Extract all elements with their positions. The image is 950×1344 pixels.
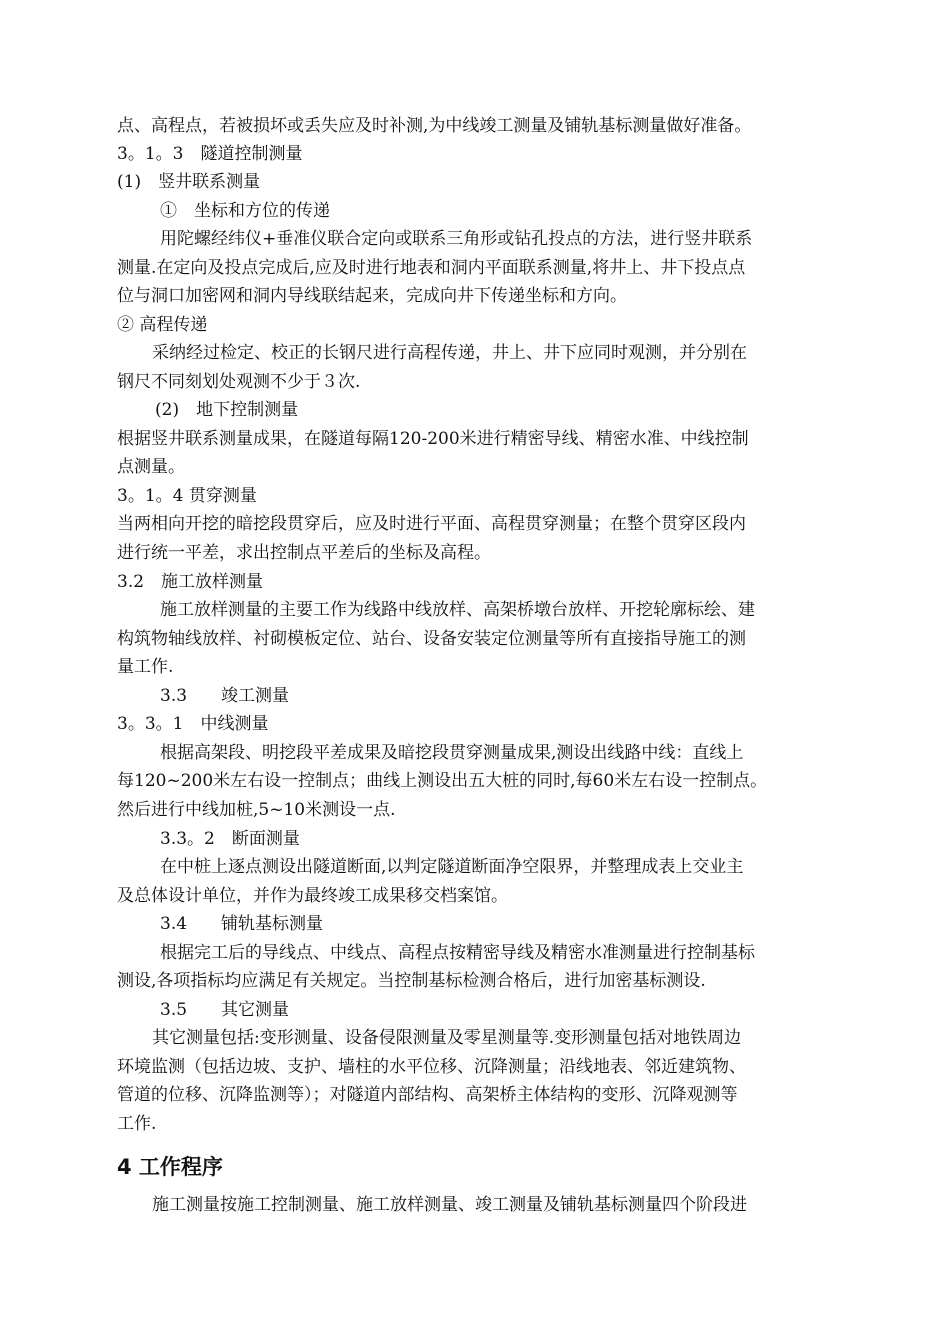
section-heading-3-1-3: 3。1。3 隧道控制测量 (117, 144, 303, 164)
paragraph-line: 位与洞口加密网和洞内导线联结起来，完成向井下传递坐标和方向。 (117, 286, 627, 306)
subsection-heading: (1) 竖井联系测量 (117, 172, 261, 192)
paragraph-line: 根据高架段、明挖段平差成果及暗挖段贯穿测量成果,测设出线路中线：直线上 (160, 743, 744, 763)
section-heading-3-3-1: 3。3。1 中线测量 (117, 714, 269, 734)
paragraph-line: 其它测量包括:变形测量、设备侵限测量及零星测量等.变形测量包括对地铁周边 (152, 1028, 742, 1048)
paragraph-line: 管道的位移、沉降监测等）；对隧道内部结构、高架桥主体结构的变形、沉降观测等 (117, 1085, 738, 1105)
section-heading-3-3-2: 3.3。2 断面测量 (160, 829, 300, 849)
paragraph-line: 根据竖井联系测量成果，在隧道每隔120-200米进行精密导线、精密水准、中线控制 (117, 429, 749, 449)
paragraph-line: 进行统一平差，求出控制点平差后的坐标及高程。 (117, 543, 491, 563)
section-heading-3-3: 3.3 竣工测量 (160, 686, 290, 706)
paragraph-line: 量工作. (117, 657, 174, 677)
paragraph-line: 在中桩上逐点测设出隧道断面,以判定隧道断面净空限界，并整理成表上交业主 (160, 857, 744, 877)
paragraph-line: 及总体设计单位，并作为最终竣工成果移交档案馆。 (117, 886, 508, 906)
paragraph-line: 每120~200米左右设一控制点；曲线上测设出五大桩的同时,每60米左右设一控制点。 (117, 771, 768, 791)
section-heading-3-2: 3.2 施工放样测量 (117, 572, 264, 592)
paragraph-line: 测量.在定向及投点完成后,应及时进行地表和洞内平面联系测量,将井上、井下投点点 (117, 258, 746, 278)
paragraph-line: 用陀螺经纬仪+垂准仪联合定向或联系三角形或钻孔投点的方法，进行竖井联系 (160, 229, 753, 249)
paragraph-line: 点、高程点，若被损坏或丢失应及时补测,为中线竣工测量及铺轨基标测量做好准备。 (117, 116, 752, 136)
section-heading-3-4: 3.4 铺轨基标测量 (160, 914, 324, 934)
paragraph-line: 施工测量按施工控制测量、施工放样测量、竣工测量及铺轨基标测量四个阶段进 (152, 1195, 747, 1215)
paragraph-line: 构筑物轴线放样、衬砌模板定位、站台、设备安装定位测量等所有直接指导施工的测 (117, 629, 746, 649)
item-heading: ① 坐标和方位的传递 (160, 201, 330, 221)
paragraph-line: 当两相向开挖的暗挖段贯穿后，应及时进行平面、高程贯穿测量；在整个贯穿区段内 (117, 514, 746, 534)
paragraph-line: 施工放样测量的主要工作为线路中线放样、高架桥墩台放样、开挖轮廓标绘、建 (160, 600, 755, 620)
paragraph-line: 测设,各项指标均应满足有关规定。当控制基标检测合格后，进行加密基标测设. (117, 971, 706, 991)
paragraph-line: 工作. (117, 1114, 157, 1134)
section-heading-3-5: 3.5 其它测量 (160, 1000, 290, 1020)
subsection-heading: (2) 地下控制测量 (155, 400, 299, 420)
paragraph-line: 环境监测（包括边坡、支护、墙柱的水平位移、沉降测量；沿线地表、邻近建筑物、 (117, 1057, 746, 1077)
item-heading: ② 高程传递 (117, 315, 208, 335)
paragraph-line: 点测量。 (117, 457, 185, 477)
paragraph-line: 根据完工后的导线点、中线点、高程点按精密导线及精密水准测量进行控制基标 (160, 943, 755, 963)
paragraph-line: 采纳经过检定、校正的长钢尺进行高程传递，井上、井下应同时观测，并分别在 (152, 343, 747, 363)
section-heading-3-1-4: 3。1。4 贯穿测量 (117, 486, 257, 506)
chapter-heading: 4 工作程序 (117, 1155, 223, 1179)
paragraph-line: 然后进行中线加桩,5~10米测设一点. (117, 800, 396, 820)
paragraph-line: 钢尺不同刻划处观测不少于３次. (117, 372, 361, 392)
